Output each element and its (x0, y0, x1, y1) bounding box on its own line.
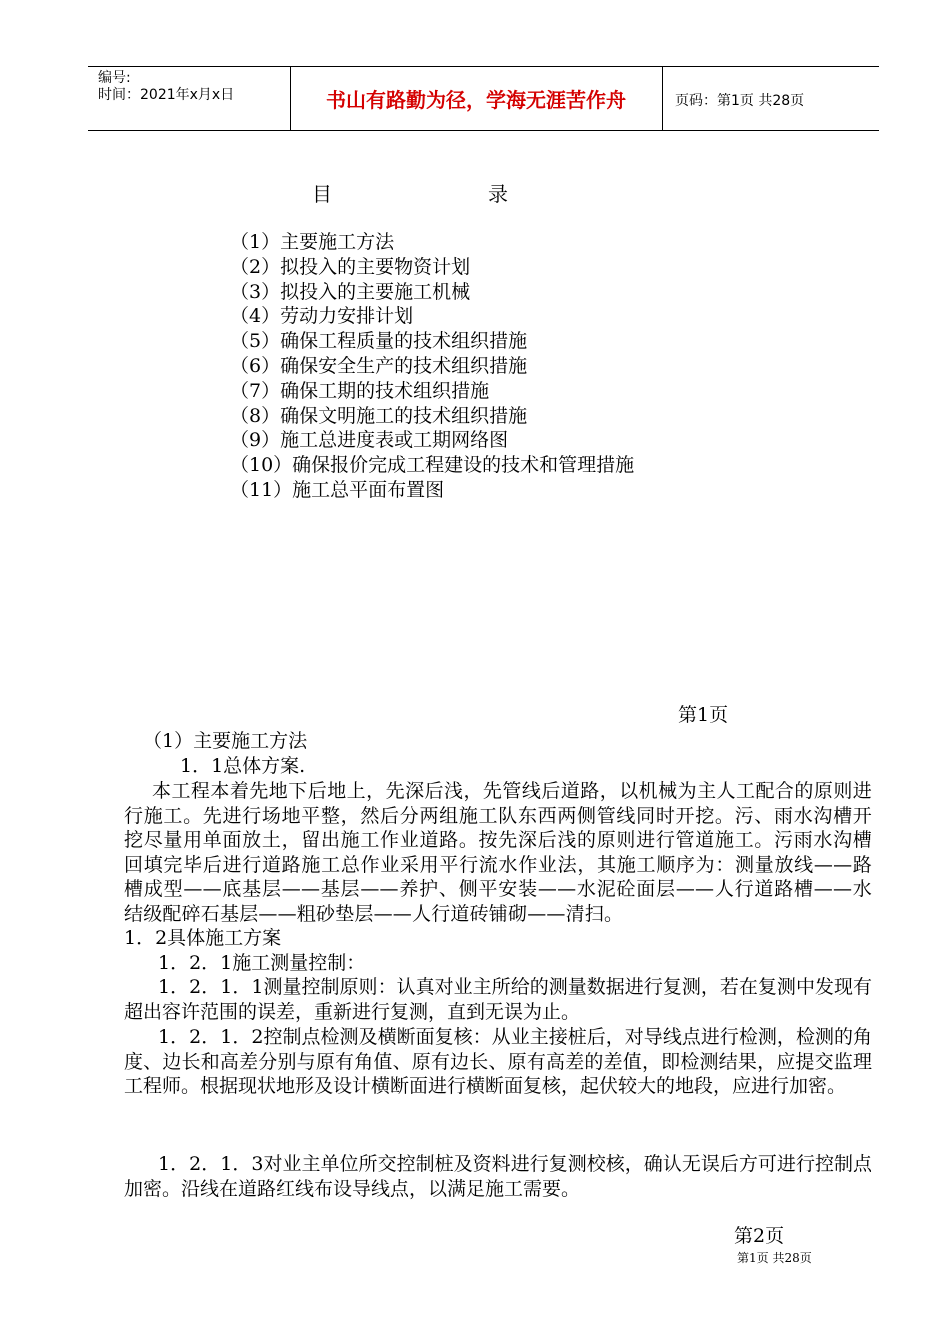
page-footer: 第1页 共28页 (737, 1251, 812, 1265)
subsection-heading: 1．2．1施工测量控制： (158, 952, 366, 974)
page-1-label: 第1页 (678, 704, 729, 726)
header-page-cell (663, 67, 879, 130)
toc-item: （6）确保安全生产的技术组织措施 (230, 354, 528, 377)
toc-item: （2）拟投入的主要物资计划 (230, 255, 471, 278)
toc-item: （1）主要施工方法 (230, 231, 395, 253)
toc-item: （9）施工总进度表或工期网络图 (230, 429, 509, 452)
toc-item: （3）拟投入的主要施工机械 (230, 280, 471, 303)
time-label: 时间：2021年x月x日 (98, 87, 235, 103)
toc-title-left: 目 (312, 182, 332, 206)
toc-title-right: 录 (488, 182, 508, 206)
header-motto-cell (290, 67, 663, 130)
paragraph: 1．2．1．3对业主单位所交控制桩及资料进行复测校核，确认无误后方可进行控制点加密。沿线在道路红线布设导线点，以满足施工需要。 (124, 1153, 872, 1200)
paragraph: 本工程本着先地下后地上，先深后浅，先管线后道路，以机械为主人工配合的原则进行施工。先进行场地平整，然后分两组施工队东西两侧管线同时开挖。污、雨水沟槽开挖尽量用单面放土，留出施工作业道路。按先深后浅的原则进行管道施工。污雨水沟槽回填完毕后进行道路施工总作业采用平行流水作业法，其施工顺序为：测量放线——路槽成型——底基层——基层——养护、侧平安装——水泥砼面层——人行道路槽——水结级配碎石基层——粗砂垫层——人行道砖铺砌——清扫。 (124, 780, 872, 925)
toc-list (230, 230, 634, 503)
paragraph: 1．2．1．2控制点检测及横断面复核：从业主接桩后，对导线点进行检测，检测的角度、边长和高差分别与原有角值、原有边长、原有高差的差值，即检测结果，应提交监理工程师。根据现状地形及设计横断面进行横断面复核，起伏较大的地段，应进行加密。 (124, 1026, 872, 1097)
toc-item: （4）劳动力安排计划 (230, 305, 414, 328)
page-info: 页码：第1页 共28页 (675, 93, 805, 109)
document-header (88, 66, 879, 131)
toc-item: （11）施工总平面布置图 (230, 478, 445, 501)
page-2-label: 第2页 (734, 1225, 785, 1247)
toc-item: （8）确保文明施工的技术组织措施 (230, 404, 528, 427)
toc-item: （10）确保报价完成工程建设的技术和管理措施 (230, 454, 635, 477)
toc-item: （7）确保工期的技术组织措施 (230, 379, 490, 402)
section-heading: （1）主要施工方法 (143, 730, 308, 752)
subsection-heading: 1．1总体方案. (180, 755, 306, 777)
toc-item: （5）确保工程质量的技术组织措施 (230, 330, 528, 353)
paragraph: 1．2．1．1测量控制原则：认真对业主所给的测量数据进行复测，若在复测中发现有超出容许范围的误差，重新进行复测，直到无误为止。 (124, 976, 872, 1023)
number-label: 编号: (98, 70, 131, 86)
motto: 书山有路勤为径，学海无涯苦作舟 (326, 88, 626, 112)
subsection-heading: 1．2具体施工方案 (124, 927, 282, 949)
header-meta-cell (88, 67, 291, 130)
